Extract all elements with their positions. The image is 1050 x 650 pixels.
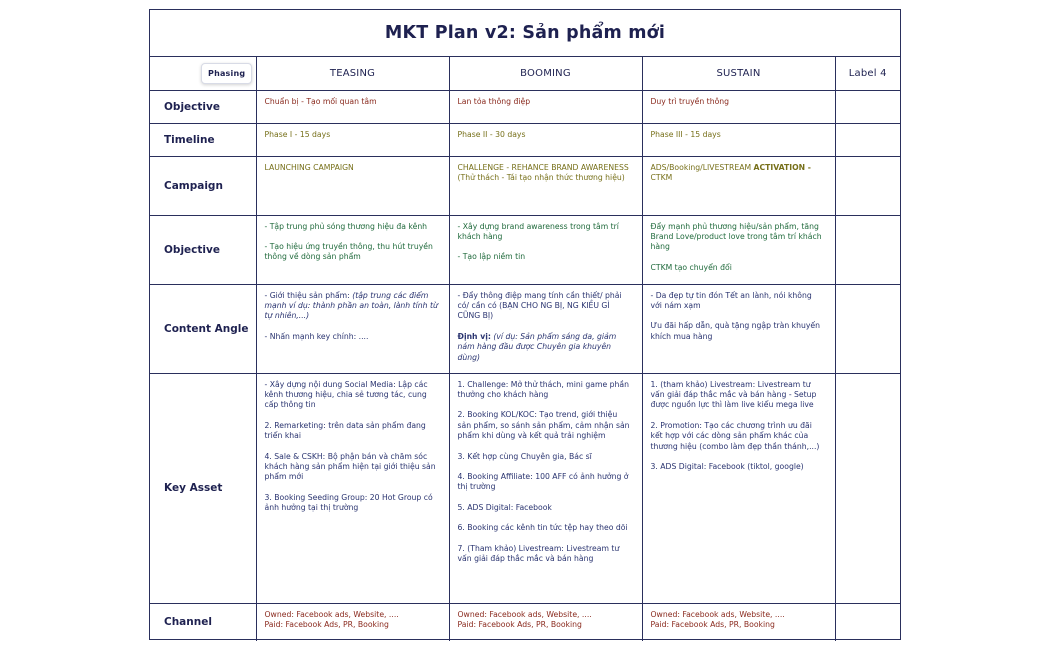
objective2-teasing-line-1: - Tập trung phủ sóng thương hiệu đa kênh (264, 221, 428, 231)
keyasset-sustain-item: 1. (tham khảo) Livestream: Livestream tư vấn giải đáp thắc mắc và bán hàng - Setup được nguồn lực thì làm live kiểu mega live (650, 379, 817, 410)
cell-objective-sustain[interactable]: Duy trì truyền thông (642, 90, 835, 123)
campaign-sustain-tail: CTKM (650, 172, 673, 182)
channel-owned-text: Owned: Facebook ads, Website, .... (264, 609, 399, 619)
cell-keyasset-label4[interactable] (835, 373, 900, 603)
objective2-booming-line-2: - Tạo lập niềm tin (457, 252, 526, 262)
row-label-objective-2: Objective (150, 215, 256, 284)
plan-board (149, 9, 901, 640)
content-sustain-line-2: Ưu đãi hấp dẫn, quà tặng ngập tràn khuyến khích mua hàng (650, 321, 821, 341)
objective2-sustain-line-2: CTKM tạo chuyển đổi (650, 262, 732, 272)
content-booming-line-2: Định vị: (ví dụ: Sản phẩm sáng da, giảm nám hàng đầu được Chuyên gia khuyên dùng) (457, 331, 617, 362)
row-key-asset (150, 373, 900, 603)
column-header-label4[interactable]: Label 4 (835, 57, 900, 90)
row-objective-1 (150, 90, 900, 123)
cell-channel-booming[interactable] (449, 603, 642, 641)
row-label-key-asset: Key Asset (150, 373, 256, 603)
column-header-booming[interactable]: BOOMING (449, 57, 642, 90)
cell-campaign-booming[interactable] (449, 156, 642, 215)
cell-objective2-booming[interactable] (449, 215, 642, 284)
row-label-timeline: Timeline (150, 123, 256, 156)
cell-content-teasing[interactable] (256, 284, 449, 373)
cell-objective2-teasing[interactable] (256, 215, 449, 284)
row-content-angle (150, 284, 900, 373)
content-sustain-line-1: - Da đẹp tự tin đón Tết an lành, nói không với nám xạm (650, 290, 812, 310)
cell-timeline-sustain[interactable]: Phase III - 15 days (642, 123, 835, 156)
plan-table (150, 57, 900, 641)
row-channel (150, 603, 900, 641)
channel-owned-text: Owned: Facebook ads, Website, .... (650, 609, 785, 619)
content-booming-line-1: - Đẩy thông điệp mang tính cần thiết/ phải có/ cần có (BẠN CHO NG BỊ, NG KIỀU GÌ CŨNG BỊ) (457, 290, 622, 321)
keyasset-teasing-item: - Xây dựng nội dung Social Media: Lập các kênh thương hiệu, chia sẻ tương tác, cung cấp thông tin (264, 379, 428, 410)
cell-content-booming[interactable] (449, 284, 642, 373)
channel-paid-text: Paid: Facebook Ads, PR, Booking (264, 619, 389, 629)
column-header-sustain[interactable]: SUSTAIN (642, 57, 835, 90)
cell-keyasset-teasing[interactable] (256, 373, 449, 603)
row-label-channel: Channel (150, 603, 256, 641)
content-teasing-line-1: - Giới thiệu sản phẩm: (tập trung các điểm mạnh ví dụ: thành phần an toàn, lành tính từ tự nhiên,...) (264, 290, 438, 321)
keyasset-sustain-item: 3. ADS Digital: Facebook (tiktol, google) (650, 461, 804, 471)
objective2-booming-line-1: - Xây dựng brand awareness trong tâm trí khách hàng (457, 221, 619, 241)
phasing-header-cell (150, 57, 256, 90)
cell-keyasset-booming[interactable] (449, 373, 642, 603)
cell-content-label4[interactable] (835, 284, 900, 373)
cell-objective-teasing[interactable]: Chuẩn bị - Tạo mối quan tâm (256, 90, 449, 123)
cell-campaign-teasing[interactable]: LAUNCHING CAMPAIGN (256, 156, 449, 215)
channel-owned-text: Owned: Facebook ads, Website, .... (457, 609, 592, 619)
keyasset-booming-item: 2. Booking KOL/KOC: Tạo trend, giới thiệu sản phẩm, so sánh sản phẩm, cảm nhận sản phẩm khi dùng và kết quả trải nghiệm (457, 410, 630, 441)
objective2-sustain-line-1: Đẩy mạnh phủ thương hiệu/sản phẩm, tăng Brand Love/product love trong tâm trí khách hàng (650, 221, 822, 252)
phasing-label[interactable]: Phasing (201, 63, 252, 84)
cell-keyasset-sustain[interactable] (642, 373, 835, 603)
keyasset-booming-item: 7. (Tham khảo) Livestream: Livestream tư vấn giải đáp thắc mắc và bán hàng (457, 543, 620, 563)
campaign-sustain-text: ADS/Booking/LIVESTREAM (650, 162, 752, 172)
row-label-campaign: Campaign (150, 156, 256, 215)
campaign-booming-title: CHALLENGE - REHANCE BRAND AWARENESS (457, 162, 629, 172)
cell-channel-teasing[interactable] (256, 603, 449, 641)
row-label-content-angle: Content Angle (150, 284, 256, 373)
row-campaign (150, 156, 900, 215)
keyasset-teasing-item: 3. Booking Seeding Group: 20 Hot Group có ảnh hưởng tại thị trường (264, 492, 433, 513)
row-label-objective: Objective (150, 90, 256, 123)
channel-paid-text: Paid: Facebook Ads, PR, Booking (650, 619, 775, 629)
objective2-teasing-line-2: - Tạo hiệu ứng truyền thông, thu hút truyền thông về dòng sản phẩm (264, 241, 433, 262)
cell-objective-booming[interactable]: Lan tỏa thông điệp (449, 90, 642, 123)
row-objective-2 (150, 215, 900, 284)
keyasset-booming-item: 4. Booking Affiliate: 100 AFF có ảnh hưởng ở thị trường (457, 471, 629, 492)
cell-timeline-label4[interactable] (835, 123, 900, 156)
plan-title: MKT Plan v2: Sản phẩm mới (150, 10, 900, 57)
cell-campaign-label4[interactable] (835, 156, 900, 215)
campaign-sustain-activation: ACTIVATION - (753, 162, 811, 172)
keyasset-booming-item: 6. Booking các kênh tin tức tệp hay theo dõi (457, 523, 628, 533)
cell-objective-label4[interactable] (835, 90, 900, 123)
cell-content-sustain[interactable] (642, 284, 835, 373)
channel-paid-text: Paid: Facebook Ads, PR, Booking (457, 619, 582, 629)
campaign-booming-subtitle: (Thử thách - Tái tạo nhận thức thương hiệu) (457, 172, 625, 182)
cell-objective2-label4[interactable] (835, 215, 900, 284)
cell-timeline-booming[interactable]: Phase II - 30 days (449, 123, 642, 156)
keyasset-teasing-item: 2. Remarketing: trên data sản phẩm đang triển khai (264, 420, 426, 441)
content-teasing-line-2: - Nhấn mạnh key chính: .... (264, 331, 369, 341)
column-header-teasing[interactable]: TEASING (256, 57, 449, 90)
cell-timeline-teasing[interactable]: Phase I - 15 days (256, 123, 449, 156)
cell-objective2-sustain[interactable] (642, 215, 835, 284)
keyasset-teasing-item: 4. Sale & CSKH: Bộ phận bán và chăm sóc khách hàng sản phẩm hiện tại giới thiệu sản phẩm mới (264, 451, 436, 482)
row-timeline (150, 123, 900, 156)
keyasset-sustain-item: 2. Promotion: Tạo các chương trình ưu đãi kết hợp với các dòng sản phẩm khác của thương hiệu (combo làm đẹp thần thánh,...) (650, 420, 820, 451)
keyasset-booming-item: 3. Kết hợp cùng Chuyên gia, Bác sĩ (457, 451, 592, 461)
header-row (150, 57, 900, 90)
keyasset-booming-item: 5. ADS Digital: Facebook (457, 502, 552, 512)
cell-channel-label4[interactable] (835, 603, 900, 641)
cell-channel-sustain[interactable] (642, 603, 835, 641)
cell-campaign-sustain[interactable] (642, 156, 835, 215)
keyasset-booming-item: 1. Challenge: Mở thử thách, mini game phần thưởng cho khách hàng (457, 379, 629, 399)
